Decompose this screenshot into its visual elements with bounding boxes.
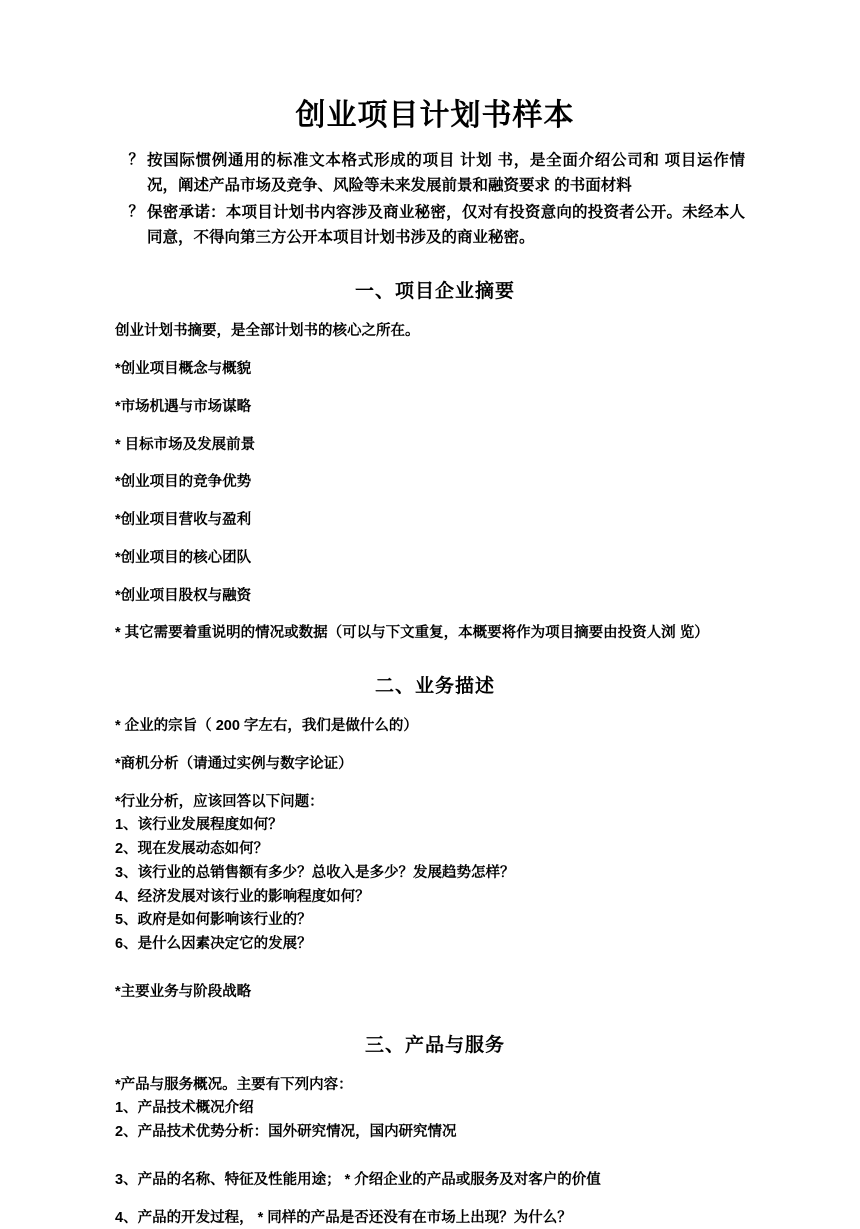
paragraph: 4、产品的开发过程， * 同样的产品是否还没有在市场上出现？为什么？	[115, 1209, 572, 1226]
paragraph: *商机分析（请通过实例与数字论证）	[115, 755, 353, 772]
paragraph: *市场机遇与市场谋略	[115, 398, 252, 415]
section-body	[115, 716, 755, 1004]
spacer	[115, 1160, 755, 1170]
list-item: 5、政府是如何影响该行业的？	[115, 912, 312, 929]
paragraph: *创业项目的核心团队	[115, 549, 252, 566]
paragraph: * 目标市场及发展前景	[115, 436, 256, 453]
paragraph: *创业项目营收与盈利	[115, 512, 252, 529]
list-item: 1、该行业发展程度如何？	[115, 817, 283, 834]
list-item: 4、经济发展对该行业的影响程度如何？	[115, 888, 370, 905]
paragraph: *创业项目的竞争优势	[115, 474, 252, 491]
intro-bullet-list	[115, 148, 755, 250]
list-item-text: 保密承诺：本项目计划书内容涉及商业秘密，仅对有投资意向的投资者公开。未经本人同意，不得向第三方公开本项目计划书涉及的商业秘密。	[147, 204, 745, 247]
list-item: 2、现在发展动态如何？	[115, 841, 269, 858]
list-item	[125, 200, 745, 250]
paragraph: 创业计划书摘要，是全部计划书的核心之所在。	[115, 323, 420, 340]
spacer	[115, 972, 755, 982]
paragraph: * 其它需要着重说明的情况或数据（可以与下文重复，本概要将作为项目摘要由投资人浏 览）	[115, 625, 709, 642]
paragraph: *创业项目概念与概貌	[115, 361, 252, 378]
paragraph: * 企业的宗旨（ 200 字左右，我们是做什么的）	[115, 718, 418, 735]
section-body	[115, 321, 755, 645]
numbered-list	[115, 792, 755, 956]
numbered-list	[115, 1075, 755, 1144]
question-mark-icon: ？	[128, 151, 144, 168]
list-item: *行业分析，应该回答以下问题：	[115, 793, 324, 810]
list-item	[125, 148, 745, 198]
list-item: 1、产品技术概况介绍	[115, 1100, 254, 1117]
list-item: 3、该行业的总销售额有多少？总收入是多少？发展趋势怎样？	[115, 864, 515, 881]
paragraph: *创业项目股权与融资	[115, 587, 252, 604]
page-title: 创业项目计划书样本	[295, 99, 575, 132]
paragraph: 3、产品的名称、特征及性能用途； * 介绍企业的产品或服务及对客户的价值	[115, 1171, 601, 1188]
section-heading: 二、业务描述	[374, 676, 495, 698]
list-item: 6、是什么因素决定它的发展？	[115, 936, 312, 953]
list-item-text: 按国际惯例通用的标准文本格式形成的项目 计划 书，是全面介绍公司和 项目运作情况，阐述产品市场及竞争、风险等未来发展前景和融资要求 的书面材料	[147, 152, 745, 195]
list-item: *产品与服务概况。主要有下列内容：	[115, 1076, 353, 1093]
paragraph: *主要业务与阶段战略	[115, 983, 252, 1000]
section-heading: 三、产品与服务	[364, 1034, 505, 1056]
section-body	[115, 1075, 755, 1229]
section-heading: 一、项目企业摘要	[354, 281, 515, 303]
list-item: 2、产品技术优势分析：国外研究情况，国内研究情况	[115, 1124, 457, 1141]
question-mark-icon: ？	[128, 203, 144, 221]
